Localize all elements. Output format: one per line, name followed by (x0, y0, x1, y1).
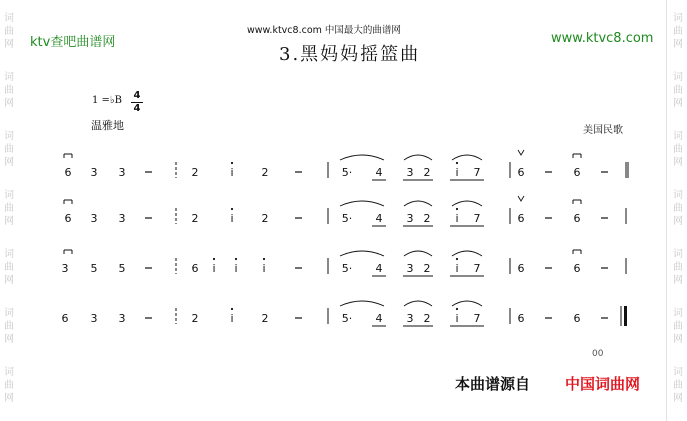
side-watermark-text: 词 曲 网 (4, 13, 14, 50)
side-watermark-text: 词 曲 网 (673, 308, 683, 345)
slur (452, 155, 482, 160)
site-watermark-line: www.ktvc8.com 中国最大的曲谱网 (247, 25, 401, 36)
side-watermark-text: 词 曲 网 (673, 13, 683, 50)
note: 6 (517, 262, 525, 275)
up-bow-mark (518, 196, 524, 201)
note: 2 (423, 212, 431, 225)
octave-dot-high (231, 162, 233, 164)
song-title: 3.黑妈妈摇篮曲 (279, 44, 421, 65)
slur (404, 155, 432, 160)
brand-left-watermark: ktv查吧曲谱网 (30, 35, 116, 50)
side-watermark-text: 词 曲 网 (4, 367, 14, 404)
note: 6 (573, 312, 581, 325)
meter-bottom: 4 (133, 103, 141, 114)
note: 3 (90, 212, 98, 225)
note: 4 (375, 262, 383, 275)
note: 6 (517, 166, 525, 179)
octave-dot-high (231, 308, 233, 310)
note: 6 (573, 212, 581, 225)
note: 2 (191, 166, 199, 179)
bowing-mark (573, 250, 581, 254)
octave-dot-high (231, 208, 233, 210)
source-site-link[interactable]: 中国词曲网 (565, 375, 641, 393)
bowing-mark (573, 200, 581, 204)
slur (340, 251, 384, 256)
note: 5 (118, 262, 126, 275)
note: 3 (406, 212, 414, 225)
brand-right-watermark: www.ktvc8.com (551, 31, 654, 46)
side-watermark-text: 词 曲 网 (4, 308, 14, 345)
octave-dot-high (456, 258, 458, 260)
source-label: 本曲谱源自 (455, 375, 531, 393)
octave-dot-high (263, 258, 265, 260)
note: i (230, 312, 234, 325)
note: 2 (261, 312, 269, 325)
note: 7 (473, 312, 481, 325)
note: 3 (90, 312, 98, 325)
note: 2 (191, 312, 199, 325)
note: 7 (473, 212, 481, 225)
slur (452, 251, 482, 256)
side-watermark-text: 词 曲 网 (673, 131, 683, 168)
note: 6 (191, 262, 199, 275)
side-watermark-text: 词 曲 网 (673, 249, 683, 286)
note: 2 (261, 212, 269, 225)
note: 4 (375, 312, 383, 325)
note: 2 (423, 166, 431, 179)
octave-dot-high (456, 208, 458, 210)
note: 5· (341, 262, 353, 275)
note: 5· (341, 212, 353, 225)
slur (404, 301, 432, 306)
note: 2 (191, 212, 199, 225)
tempo-marking: 温雅地 (91, 119, 124, 132)
note: 4 (375, 212, 383, 225)
side-watermark-text: 词 曲 网 (4, 190, 14, 227)
bowing-mark (64, 154, 72, 158)
note: 5· (341, 166, 353, 179)
up-bow-mark (518, 150, 524, 155)
note: 6 (573, 166, 581, 179)
bowing-mark (64, 250, 72, 254)
side-watermark-text: 词 曲 网 (673, 190, 683, 227)
slur (340, 155, 384, 160)
slur (340, 201, 384, 206)
note: 6 (61, 312, 69, 325)
note: 2 (261, 166, 269, 179)
note: 5· (341, 312, 353, 325)
meter-top: 4 (133, 90, 141, 101)
note: 3 (118, 312, 126, 325)
note: 4 (375, 166, 383, 179)
side-watermark-text: 词 曲 网 (4, 72, 14, 109)
note: i (455, 262, 459, 275)
side-watermark-text: 词 曲 网 (4, 249, 14, 286)
note: 3 (90, 166, 98, 179)
slur (452, 301, 482, 306)
key-signature: 1 =♭B (92, 95, 122, 106)
note: i (262, 262, 266, 275)
note: 6 (517, 312, 525, 325)
note: 3 (118, 212, 126, 225)
bowing-mark (64, 200, 72, 204)
note: i (455, 166, 459, 179)
slur (340, 301, 384, 306)
note: i (230, 166, 234, 179)
note: 6 (517, 212, 525, 225)
note: 3 (406, 166, 414, 179)
note: 5 (90, 262, 98, 275)
note: 6 (64, 212, 72, 225)
slur (404, 201, 432, 206)
octave-dot-high (456, 308, 458, 310)
note: 7 (473, 166, 481, 179)
note: 6 (64, 166, 72, 179)
note: i (455, 312, 459, 325)
side-watermark-text: 词 曲 网 (673, 72, 683, 109)
side-watermark-text: 词 曲 网 (673, 367, 683, 404)
slur (452, 201, 482, 206)
note: 3 (61, 262, 69, 275)
note: i (212, 262, 216, 275)
octave-dot-high (213, 258, 215, 260)
note: 3 (406, 262, 414, 275)
octave-dot-high (235, 258, 237, 260)
octave-dot-high (456, 162, 458, 164)
note: 3 (118, 166, 126, 179)
composer-credit: 美国民歌 (583, 125, 623, 136)
note: i (234, 262, 238, 275)
note: 2 (423, 312, 431, 325)
note: 7 (473, 262, 481, 275)
note: 2 (423, 262, 431, 275)
note: i (455, 212, 459, 225)
page-mark: 00 (592, 349, 604, 359)
slur (404, 251, 432, 256)
note: i (230, 212, 234, 225)
side-watermark-text: 词 曲 网 (4, 131, 14, 168)
note: 3 (406, 312, 414, 325)
final-barline-thick (624, 306, 627, 326)
bowing-mark (573, 154, 581, 158)
note: 6 (573, 262, 581, 275)
